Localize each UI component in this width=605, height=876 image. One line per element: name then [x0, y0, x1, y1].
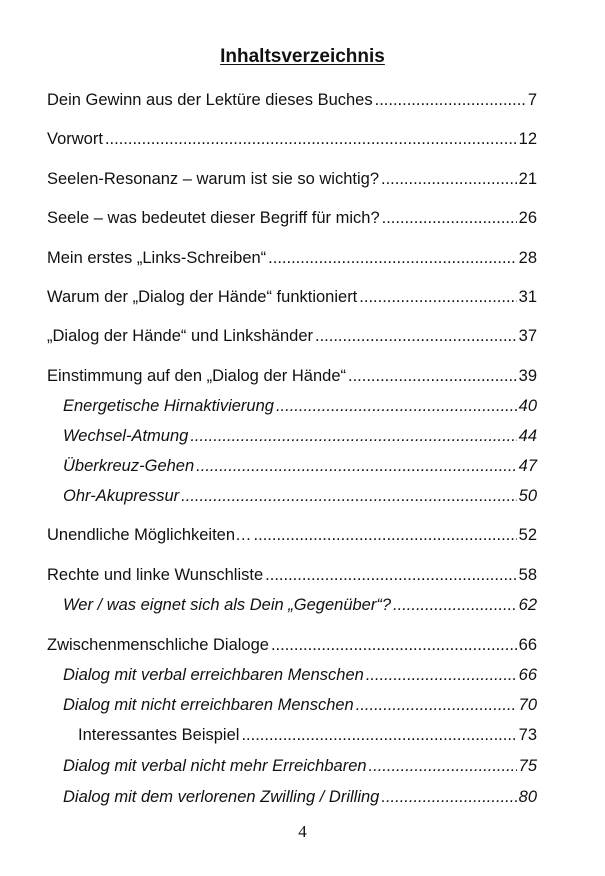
dot-leader	[105, 128, 517, 150]
toc-entry-title: Unendliche Möglichkeiten…	[47, 526, 252, 544]
toc-subentry[interactable]	[63, 455, 537, 477]
toc-entry-title: Dialog mit dem verlorenen Zwilling / Drilling	[63, 788, 380, 806]
dot-leader	[375, 89, 526, 111]
toc-subentry[interactable]	[63, 594, 537, 616]
toc-entry-title: Seele – was bedeutet dieser Begriff für mich?	[47, 209, 380, 227]
toc-entry[interactable]	[47, 365, 537, 387]
toc-entry-page: 37	[518, 327, 537, 345]
toc-entry-page: 31	[518, 288, 537, 306]
dot-leader	[393, 594, 517, 616]
toc-entry-title: Überkreuz-Gehen	[63, 457, 195, 475]
toc-entry-title: Dialog mit nicht erreichbaren Menschen	[63, 696, 354, 714]
toc-entry[interactable]	[47, 247, 537, 269]
toc-entry-page: 52	[518, 526, 537, 544]
dot-leader	[254, 524, 517, 546]
dot-leader	[348, 365, 517, 387]
toc-entry-page: 58	[518, 566, 537, 584]
dot-leader	[271, 634, 517, 656]
dot-leader	[265, 564, 516, 586]
dot-leader	[382, 207, 517, 229]
toc-entry-page: 39	[518, 367, 537, 385]
toc-entry-page: 44	[518, 427, 537, 445]
toc-entry-title: Dein Gewinn aus der Lektüre dieses Buches	[47, 91, 373, 109]
toc-subentry[interactable]	[63, 664, 537, 686]
toc-entry-title: Vorwort	[47, 130, 103, 148]
toc-entry-page: 28	[518, 249, 537, 267]
dot-leader	[181, 485, 516, 507]
dot-leader	[369, 755, 517, 777]
toc-entry-page: 73	[518, 726, 537, 744]
dot-leader	[381, 786, 516, 808]
toc-entry-title: Dialog mit verbal erreichbaren Menschen	[63, 666, 364, 684]
toc-entry-page: 50	[518, 487, 537, 505]
dot-leader	[381, 168, 517, 190]
toc-entry-page: 66	[518, 666, 537, 684]
toc-subsubentry[interactable]	[78, 724, 537, 746]
toc-entry-page: 26	[518, 209, 537, 227]
toc-entry-page: 12	[518, 130, 537, 148]
dot-leader	[359, 286, 516, 308]
toc-entry-page: 7	[527, 91, 537, 109]
toc-subentry[interactable]	[63, 485, 537, 507]
toc-entry-title: Ohr-Akupressur	[63, 487, 180, 505]
dot-leader	[268, 247, 516, 269]
dot-leader	[276, 395, 517, 417]
toc-entry-page: 21	[518, 170, 537, 188]
toc-entry-page: 75	[518, 757, 537, 775]
toc-entry-title: Zwischenmenschliche Dialoge	[47, 636, 269, 654]
dot-leader	[356, 694, 517, 716]
dot-leader	[190, 425, 516, 447]
toc-entry-title: Einstimmung auf den „Dialog der Hände“	[47, 367, 346, 385]
dot-leader	[241, 724, 516, 746]
dot-leader	[315, 325, 517, 347]
toc-entry-page: 80	[518, 788, 537, 806]
toc-entry[interactable]	[47, 128, 537, 150]
toc-title: Inhaltsverzeichnis	[220, 46, 385, 67]
toc-entry-title: Energetische Hirnaktivierung	[63, 397, 274, 415]
toc-entry[interactable]	[47, 524, 537, 546]
toc-entry-page: 40	[518, 397, 537, 415]
toc-entry[interactable]	[47, 207, 537, 229]
page-number: 4	[298, 822, 307, 841]
toc-entry-title: Seelen-Resonanz – warum ist sie so wichtig?	[47, 170, 379, 188]
toc-entry[interactable]	[47, 564, 537, 586]
toc-entry-title: Wechsel-Atmung	[63, 427, 189, 445]
toc-entry-page: 66	[518, 636, 537, 654]
toc-subentry[interactable]	[63, 786, 537, 808]
toc-entry-title: Warum der „Dialog der Hände“ funktioniert	[47, 288, 358, 306]
toc-entry-page: 47	[518, 457, 537, 475]
toc-entry[interactable]	[47, 634, 537, 656]
dot-leader	[196, 455, 516, 477]
toc-subentry[interactable]	[63, 395, 537, 417]
toc-entry-title: Wer / was eignet sich als Dein „Gegenüber“?	[63, 596, 392, 614]
toc-entry[interactable]	[47, 286, 537, 308]
toc-subentry[interactable]	[63, 425, 537, 447]
toc-entry[interactable]	[47, 325, 537, 347]
toc-entry-page: 62	[518, 596, 537, 614]
toc-entry[interactable]	[47, 168, 537, 190]
dot-leader	[366, 664, 517, 686]
toc-entry-title: Interessantes Beispiel	[78, 726, 240, 744]
toc-entry-page: 70	[518, 696, 537, 714]
toc-entry-title: Mein erstes „Links-Schreiben“	[47, 249, 267, 267]
toc-subentry[interactable]	[63, 694, 537, 716]
toc-subentry[interactable]	[63, 755, 537, 777]
toc-entry-title: „Dialog der Hände“ und Linkshänder	[47, 327, 313, 345]
toc-entry-title: Dialog mit verbal nicht mehr Erreichbaren	[63, 757, 367, 775]
toc-entry[interactable]	[47, 89, 537, 111]
toc-entry-title: Rechte und linke Wunschliste	[47, 566, 264, 584]
